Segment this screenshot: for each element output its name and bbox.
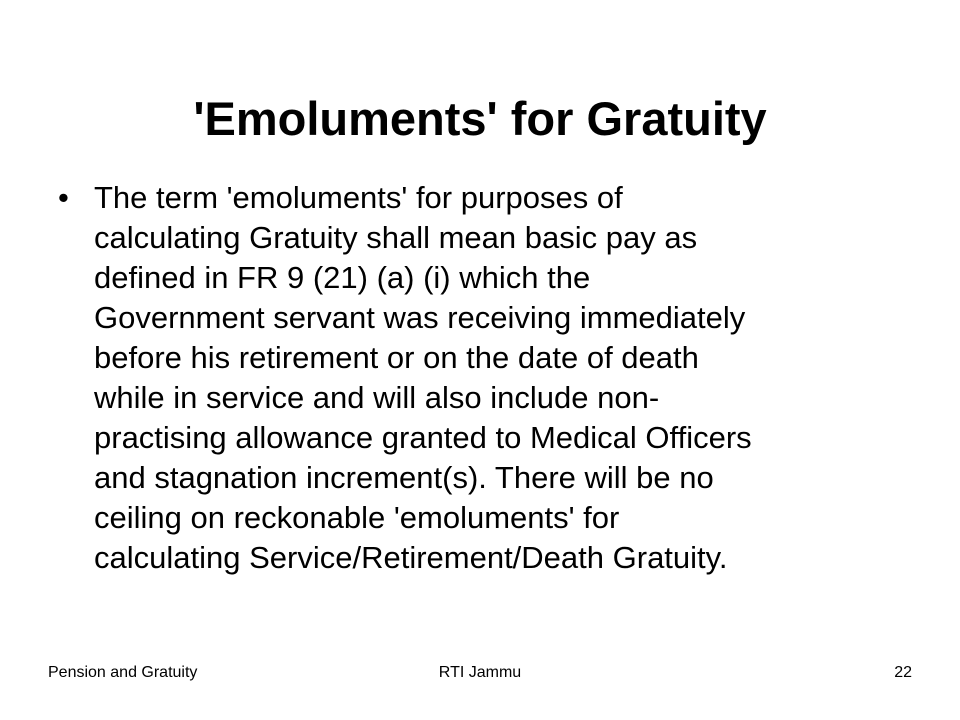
bullet-item: [58, 178, 918, 578]
bullet-text-line: defined in FR 9 (21) (a) (i) which the: [94, 260, 591, 295]
bullet-text-line: ceiling on reckonable 'emoluments' for: [94, 500, 620, 535]
slide-title: 'Emoluments' for Gratuity: [193, 92, 767, 146]
footer-organization: RTI Jammu: [438, 664, 522, 681]
bullet-text-line: and stagnation increment(s). There will be no: [94, 460, 714, 495]
bullet-text-line: practising allowance granted to Medical Officers: [94, 420, 752, 455]
bullet-text-line: before his retirement or on the date of death: [94, 340, 699, 375]
bullet-text-line: while in service and will also include non-: [94, 380, 660, 415]
slide-number: 22: [894, 664, 912, 681]
bullet-text-line: Government servant was receiving immediately: [94, 300, 746, 335]
bullet-text-line: calculating Gratuity shall mean basic pay as: [94, 220, 698, 255]
bullet-dot-icon: •: [58, 180, 69, 215]
bullet-list: [58, 178, 918, 578]
footer-presentation-name: Pension and Gratuity: [48, 664, 198, 681]
bullet-text: [94, 178, 918, 578]
bullet-text-line: The term 'emoluments' for purposes of: [94, 180, 623, 215]
bullet-text-line: calculating Service/Retirement/Death Gratuity.: [94, 540, 728, 575]
slide-footer: [0, 662, 960, 684]
